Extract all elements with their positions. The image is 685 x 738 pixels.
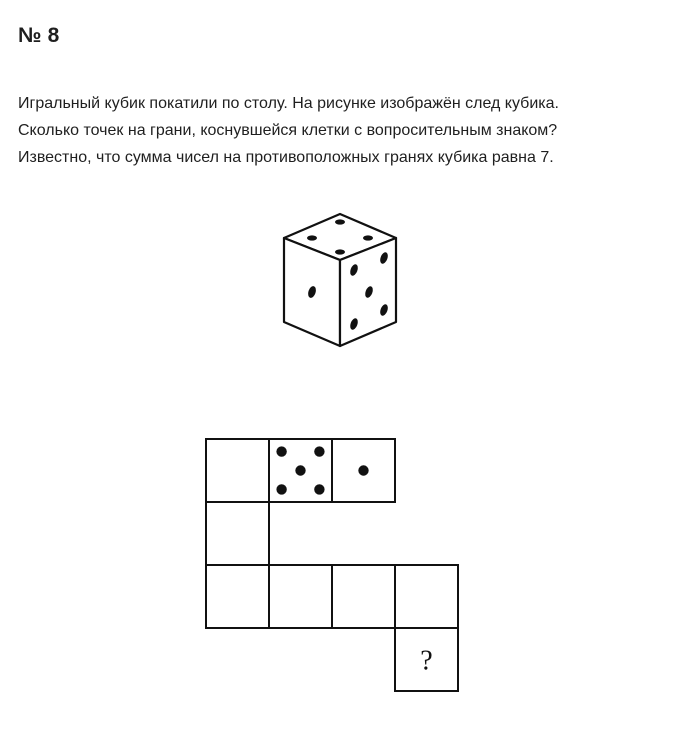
trail-dot [358,465,368,475]
problem-text [18,90,668,171]
problem-line-3: Известно, что сумма чисел на противоположных гранях кубика равна 7. [18,149,554,166]
trail-grid [200,433,468,701]
dice-top-dot [307,235,317,240]
trail-dot [295,465,305,475]
task-number: № 8 [18,24,60,47]
trail-cell [395,565,458,628]
trail-dot [314,484,324,494]
trail-cell [269,565,332,628]
dice-top-dot [335,219,345,224]
dice-top-dot [363,235,373,240]
trail-dot [276,446,286,456]
trail-dot [314,446,324,456]
trail-cell [206,439,269,502]
dice-illustration [278,208,404,354]
trail-cell [206,502,269,565]
dice-top-dot [335,249,345,254]
problem-line-1: Игральный кубик покатили по столу. На рисунке изображён след кубика. [18,95,559,112]
problem-line-2: Сколько точек на грани, коснувшейся клетки с вопросительным знаком? [18,122,558,139]
trail-cell [332,565,395,628]
trail-figure [200,433,468,701]
question-mark: ? [420,645,433,677]
trail-dot [276,484,286,494]
dice-figure [278,208,404,354]
trail-cell [206,565,269,628]
